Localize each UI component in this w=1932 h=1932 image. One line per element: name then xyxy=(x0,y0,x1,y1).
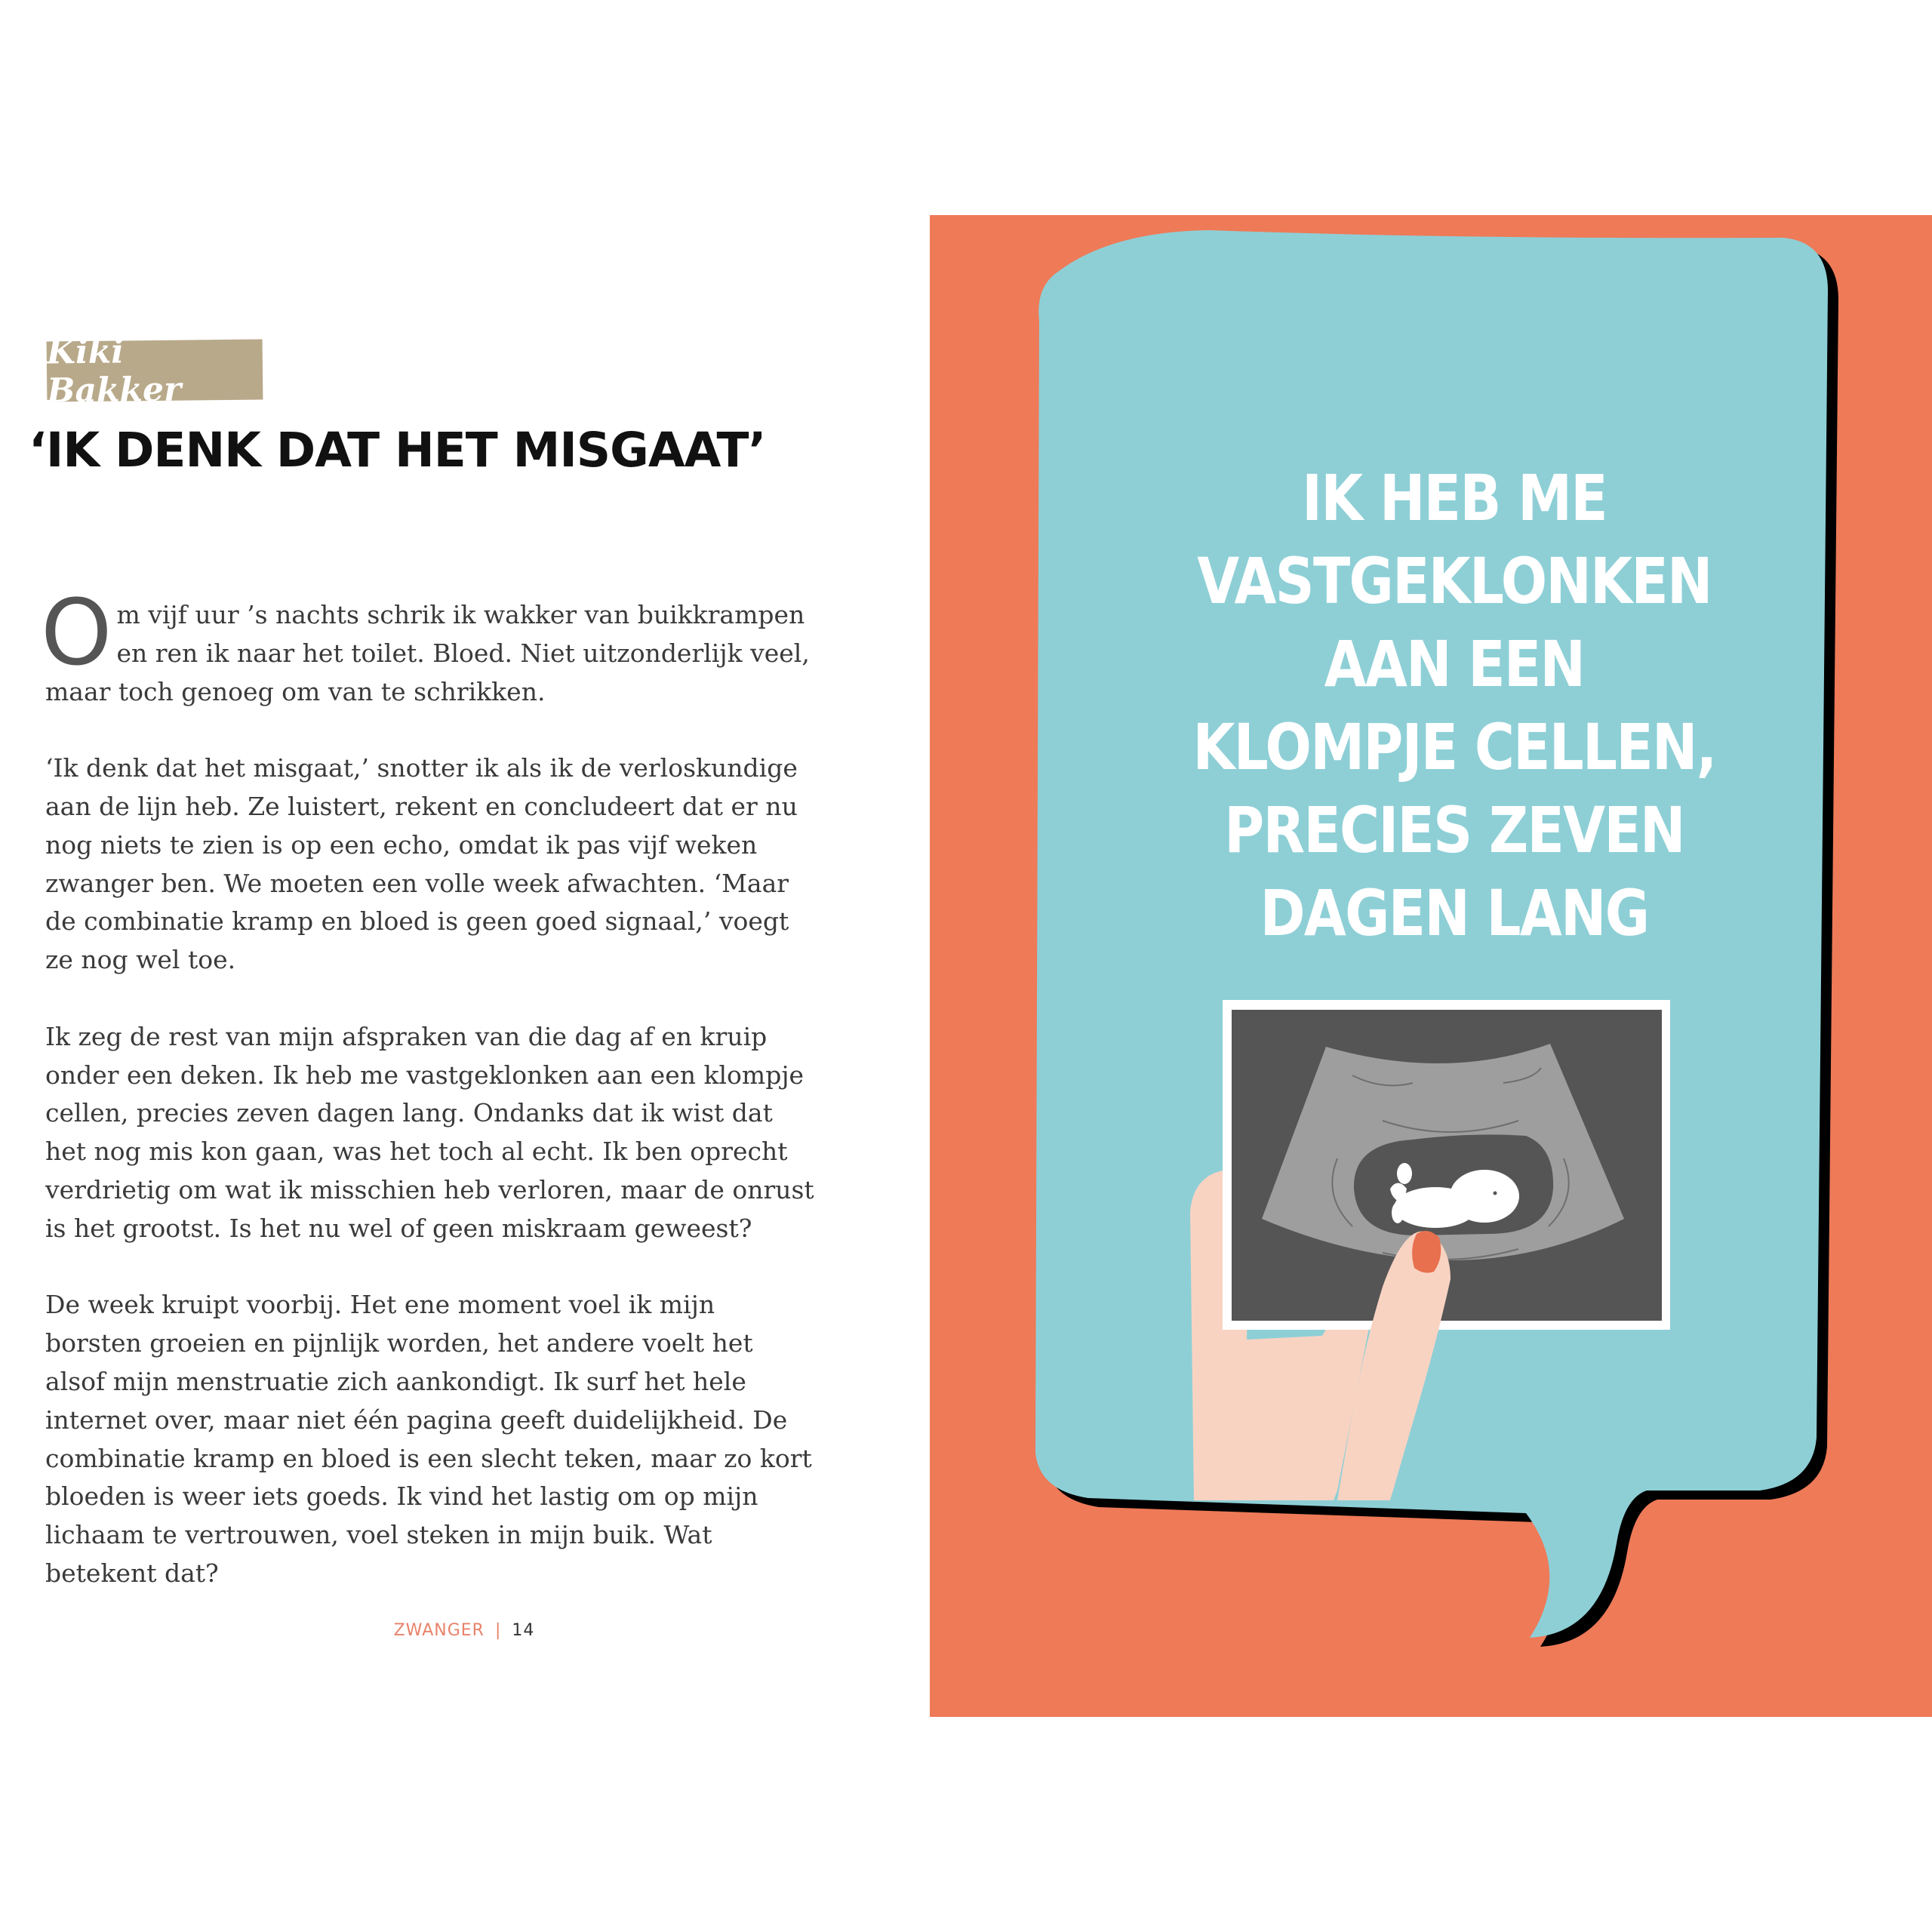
pull-quote-line: AAN EEN xyxy=(1324,627,1585,701)
pull-quote-line: IK HEB ME xyxy=(1302,461,1607,535)
footer-separator: | xyxy=(494,1621,502,1640)
page-footer xyxy=(0,1621,928,1640)
page-number: 14 xyxy=(512,1621,535,1640)
pull-quote xyxy=(1185,457,1724,955)
footer-section: ZWANGER xyxy=(393,1621,485,1640)
article-body xyxy=(41,581,815,1632)
left-page xyxy=(0,0,928,1932)
paragraph-4: De week kruipt voorbij. Het ene moment voel ik mijn borsten groeien en pijnlijk worden, het andere voelt het alsof mijn menstruatie zich aankondigt. Ik surf het hele internet over, maar niet één pagina geeft duidelijkheid. De combinatie kramp en bloed is een slecht teken, maar zo kort bloeden is weer iets goeds. Ik vind het lastig om op mijn lichaam te vertrouwen, voel steken in mijn buik. Wat betekent dat? xyxy=(45,1290,812,1588)
pull-quote-line: VASTGEKLONKEN xyxy=(1197,544,1712,618)
pull-quote-line: KLOMPJE CELLEN, xyxy=(1192,710,1716,784)
author-tag xyxy=(46,332,263,411)
right-page-illustration xyxy=(930,215,1932,1717)
paragraph-1 xyxy=(41,581,815,711)
fingernail-icon xyxy=(1412,1231,1441,1273)
author-name: Kiki Bakker xyxy=(46,332,182,411)
paragraph-2: ‘Ik denk dat het misgaat,’ snotter ik als ik de verloskundige aan de lijn heb. Ze luistert, rekent en concludeert dat er nu nog niets te zien is op een echo, omdat ik pas vijf weken zwanger ben. We moeten een volle week afwachten. ‘Maar de combinatie kramp en bloed is geen goed signaal,’ voegt ze nog wel toe. xyxy=(45,753,798,975)
pull-quote-line: PRECIES ZEVEN xyxy=(1224,793,1684,867)
drop-cap: O xyxy=(41,581,112,686)
pull-quote-line: DAGEN LANG xyxy=(1260,876,1649,950)
illustration-svg xyxy=(930,215,1932,1717)
article-title: ‘IK DENK DAT HET MISGAAT’ xyxy=(29,423,766,478)
paragraph-3: Ik zeg de rest van mijn afspraken van die dag af en kruip onder een deken. Ik heb me vastgeklonken aan een klompje cellen, precies zeven dagen lang. Ondanks dat ik wist dat het nog mis kon gaan, was het toch al echt. Ik ben oprecht verdrietig om wat ik misschien heb verloren, maar de onrust is het grootst. Is het nu wel of geen miskraam geweest? xyxy=(45,1021,814,1243)
paragraph-1-text: m vijf uur ’s nachts schrik ik wakker van buikkrampen en ren ik naar het toilet. Bloed. Niet uitzonderlijk veel, maar toch genoeg om van te schrikken. xyxy=(45,600,810,706)
